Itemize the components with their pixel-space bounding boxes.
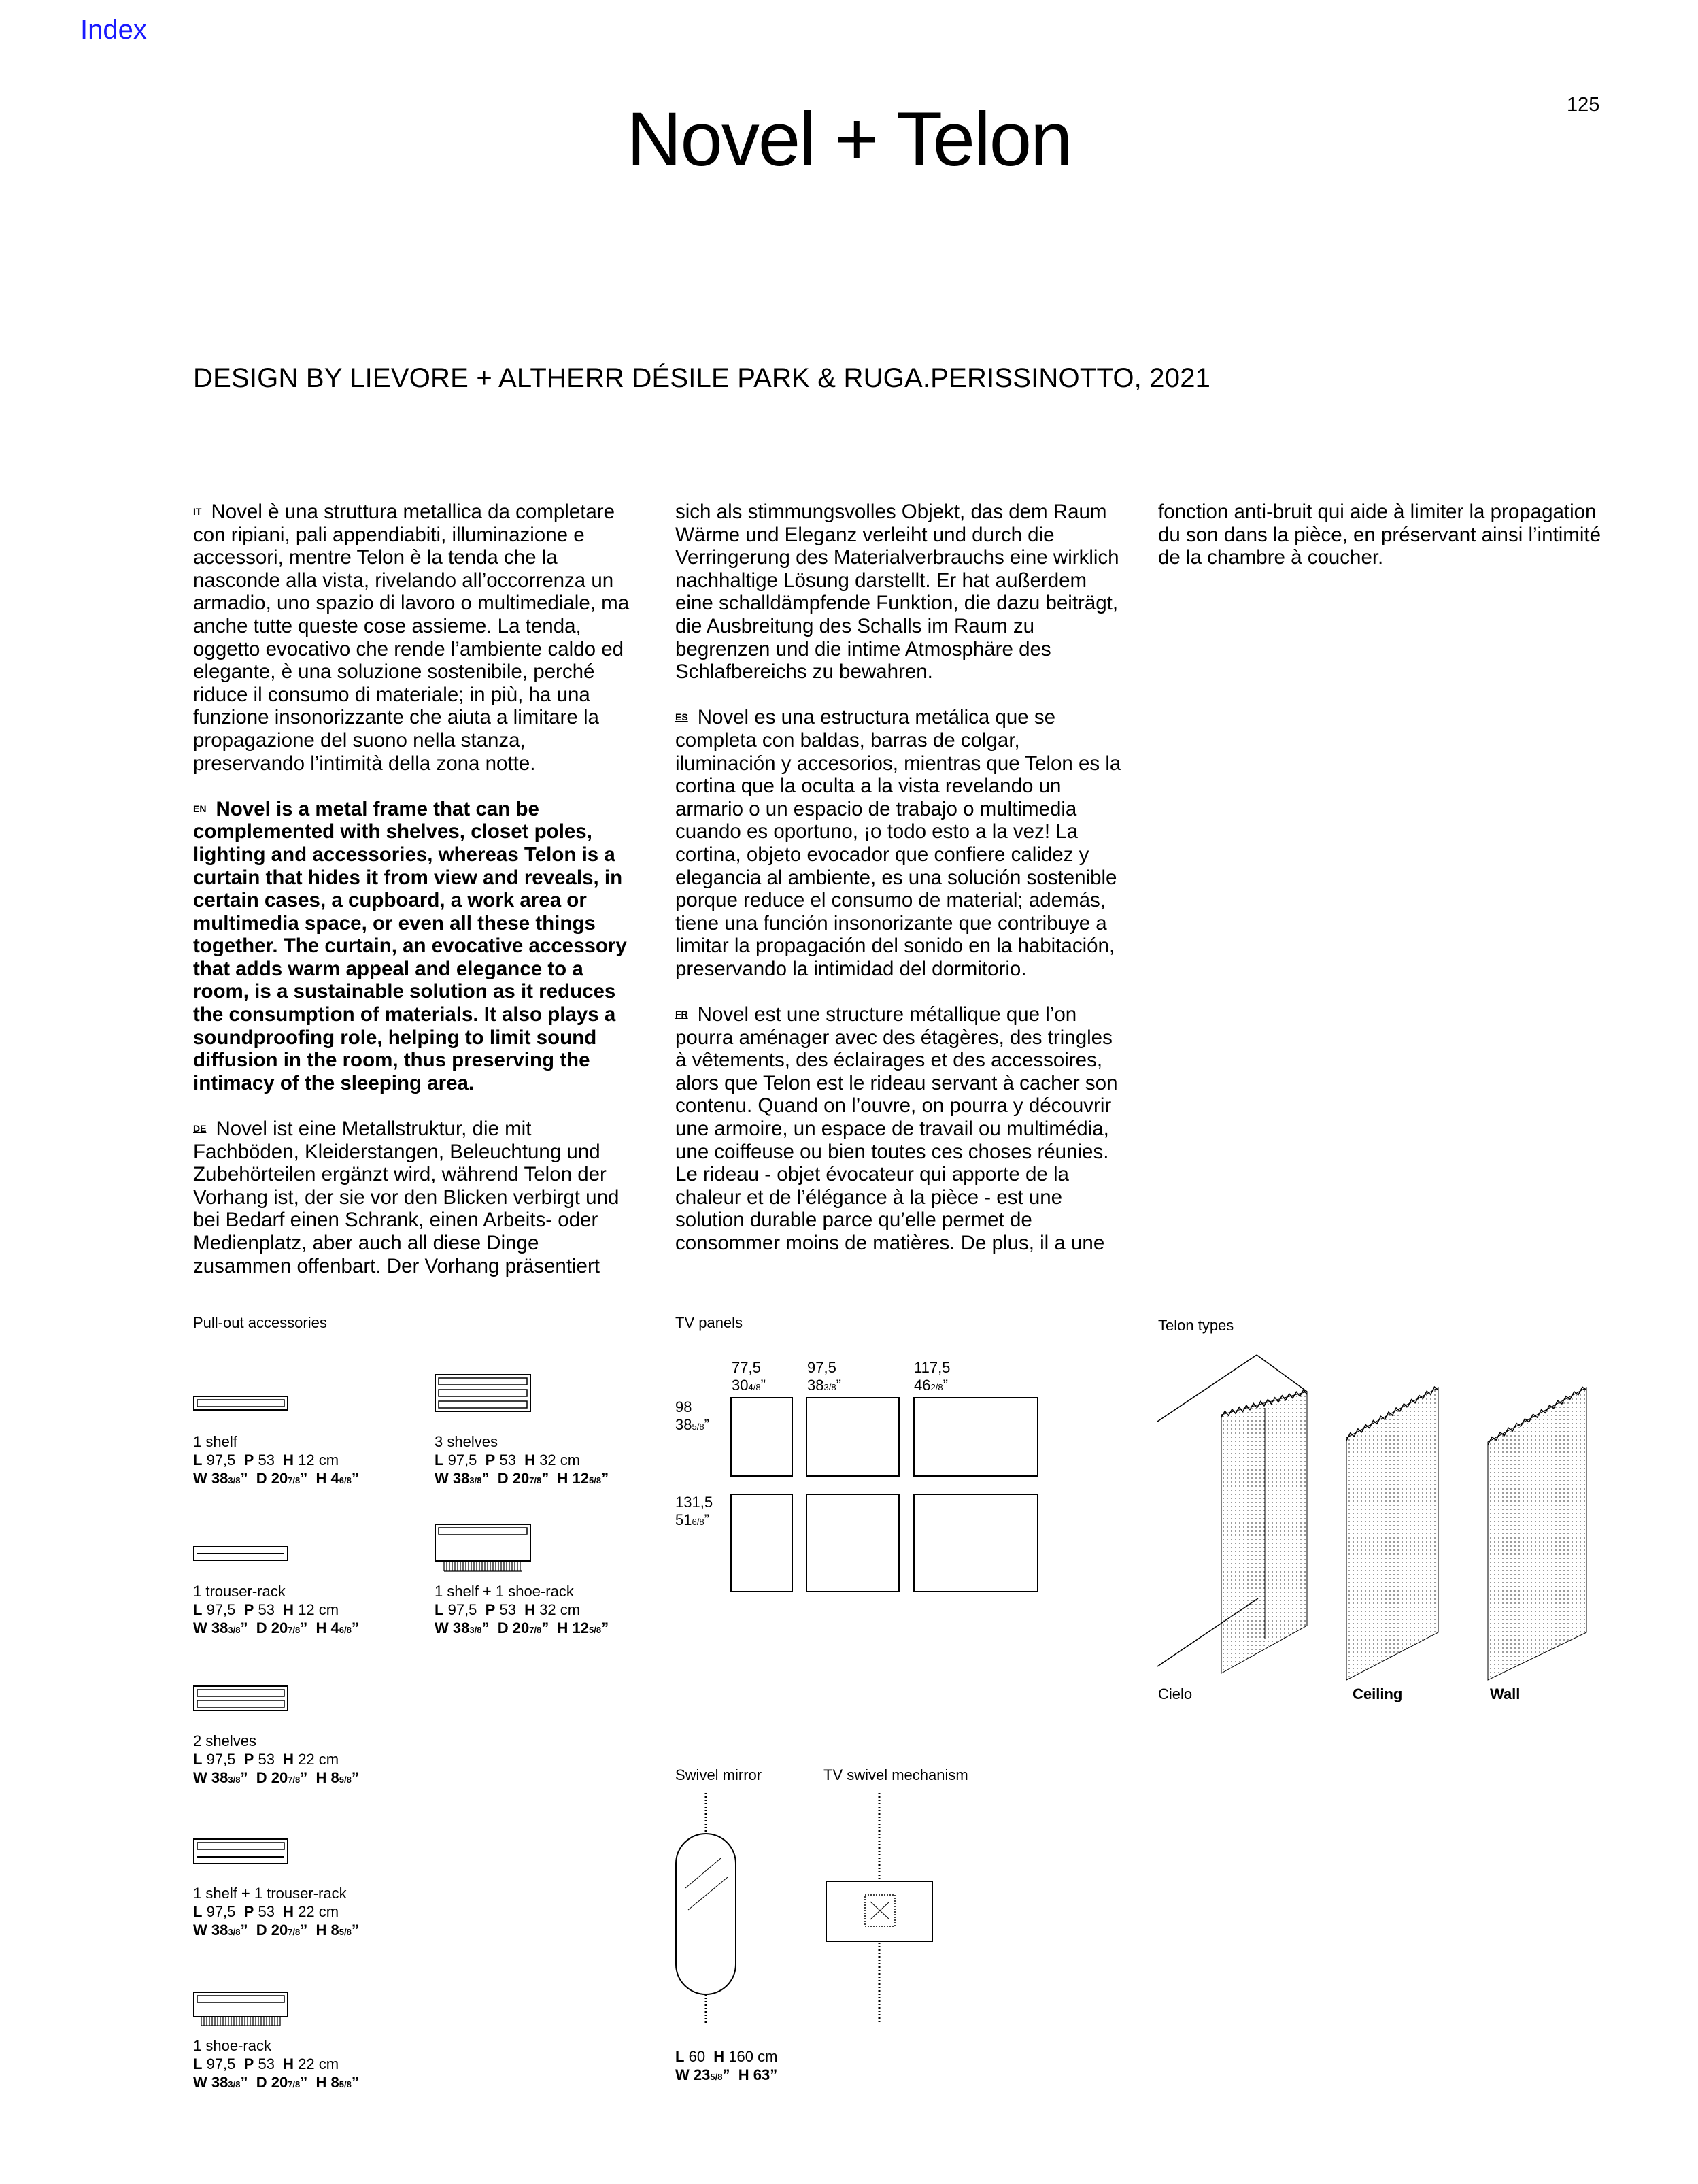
index-link[interactable]: Index xyxy=(80,15,147,45)
text-column-2 xyxy=(675,501,1124,1277)
tv-width-1: 77,5 304/8” xyxy=(732,1359,766,1394)
telon-cielo-drawing xyxy=(1156,1354,1312,1680)
telon-ceiling-drawing xyxy=(1343,1381,1445,1680)
lang-tag-it: IT xyxy=(193,506,202,517)
spec-one-shelf: 1 shelf L 97,5 P 53 H 12 cm W 383/8” D 207/8” H 46/8” xyxy=(193,1433,359,1487)
paragraph-en-text: Novel is a metal frame that can be complemented with shelves, closet poles, lighting and accessories, whereas Telon is a curtain that hides it from view and reveals, in certain cases, a cupboard, a work area or multimedia space, or even all these things together. The curtain, an evocative accessory that adds warm appeal and elegance to a room, is a sustainable solution as it reduces the consumption of materials. It also plays a soundproofing role, helping to limit sound diffusion in the room, thus preserving the intimacy of the sleeping area. xyxy=(193,797,627,1094)
lang-tag-fr: FR xyxy=(675,1009,688,1020)
telon-types-label: Telon types xyxy=(1158,1317,1234,1334)
tv-panels-grid xyxy=(730,1397,1040,1594)
design-credit: DESIGN BY LIEVORE + ALTHERR DÉSILE PARK & RUGA.PERISSINOTTO, 2021 xyxy=(193,363,1211,393)
text-column-1 xyxy=(193,501,642,1300)
text-column-3 xyxy=(1158,501,1607,592)
paragraph-fr xyxy=(675,1003,1124,1255)
paragraph-it xyxy=(193,501,642,775)
tv-swivel-drawing xyxy=(823,1793,936,2024)
shoe-rack-drawing xyxy=(193,1992,288,2027)
spec-name: 1 shelf + 1 shoe-rack xyxy=(435,1583,574,1600)
mirror-spec: L 60 H 160 cm W 235/8” H 63” xyxy=(675,2048,778,2083)
two-shelves-drawing xyxy=(193,1685,288,1711)
paragraph-fr-text-a: Novel est une structure métallique que l’on pourra aménager avec des étagères, des tringles à vêtements, des éclairages et des accessoires, alors que Telon est le rideau servant à cacher son contenu. Quand on l’ouvre, on pourra y découvrir une armoire, un espace de travail ou multimédia, une coiffeuse ou bien toutes ces choses réunies. Le rideau - objet évocateur qui apporte de la chaleur et de l’élégance à la pièce - est une solution durable parce qu’elle permet de consommer moins de matières. De plus, il a une xyxy=(675,1003,1118,1254)
telon-wall-drawing xyxy=(1484,1381,1593,1680)
paragraph-es-text: Novel es una estructura metálica que se completa con baldas, barras de colgar, iluminación y accesorios, mientras que Telon es la cortina que la oculta a la vista revelando un armario o un espacio de trabajo o multimedia cuando es oportuno, ¡o todo esto a la vez! La cortina, objeto evocador que confiere calidez y elegancia al ambiente, es una solución sostenible porque reduce el consumo de material; además, tiene una función insonorizante que contribuye a limitar la propagación del sonido en la habitación, preservando la intimidad del dormitorio. xyxy=(675,706,1121,980)
paragraph-en xyxy=(193,798,642,1095)
swivel-mirror-drawing xyxy=(673,1793,738,2024)
paragraph-fr-continued: fonction anti-bruit qui aide à limiter la propagation du son dans la pièce, en préservant ainsi l’intimité de la chambre à coucher. xyxy=(1158,501,1601,569)
tv-panels-label: TV panels xyxy=(675,1314,743,1331)
lang-tag-de: DE xyxy=(193,1123,207,1135)
spec-three-shelves: 3 shelves L 97,5 P 53 H 32 cm W 383/8” D 207/8” H 125/8” xyxy=(435,1433,609,1487)
shelf-shoe-rack-drawing xyxy=(435,1524,531,1573)
one-shelf-drawing xyxy=(193,1396,288,1411)
swivel-mirror-label: Swivel mirror xyxy=(675,1766,762,1783)
three-shelves-drawing xyxy=(435,1374,531,1412)
spec-shoe-rack: 1 shoe-rack L 97,5 P 53 H 22 cm W 383/8” D 207/8” H 85/8” xyxy=(193,2037,359,2091)
tv-height-2: 131,5 516/8” xyxy=(675,1494,713,1528)
paragraph-de xyxy=(193,1118,642,1277)
paragraph-de-continued: sich als stimmungsvolles Objekt, das dem Raum Wärme und Eleganz verleiht und durch die Verringerung des Materialverbrauchs eine wirklich nachhaltige Lösung darstellt. Er hat außerdem eine schalldämpfende Funktion, die dazu beiträgt, die Ausbreitung des Schalls im Raum zu begrenzen und die intime Atmosphäre des Schlafbereichs zu bewahren. xyxy=(675,501,1119,684)
pullout-section-label: Pull-out accessories xyxy=(193,1314,327,1331)
tv-width-2: 97,5 383/8” xyxy=(807,1359,841,1394)
page-title: Novel + Telon xyxy=(626,97,1072,182)
spec-name: 2 shelves xyxy=(193,1732,256,1749)
paragraph-es xyxy=(675,706,1124,980)
shelf-trouser-rack-drawing xyxy=(193,1838,288,1864)
tv-swivel-label: TV swivel mechanism xyxy=(823,1766,968,1783)
telon-type-cielo: Cielo xyxy=(1158,1685,1193,1702)
telon-type-wall: Wall xyxy=(1490,1685,1521,1702)
spec-two-shelves: 2 shelves L 97,5 P 53 H 22 cm W 383/8” D 207/8” H 85/8” xyxy=(193,1732,359,1786)
spec-name: 1 trouser-rack xyxy=(193,1583,286,1600)
lang-tag-es: ES xyxy=(675,711,688,723)
spec-shelf-trouser-rack: 1 shelf + 1 trouser-rack L 97,5 P 53 H 22 cm W 383/8” D 207/8” H 85/8” xyxy=(193,1885,359,1938)
lang-tag-en: EN xyxy=(193,803,207,814)
paragraph-de-text-a: Novel ist eine Metallstruktur, die mit Fachböden, Kleiderstangen, Beleuchtung und Zubehörteilen ergänzt wird, während Telon der Vorhang ist, der sie vor den Blicken verbirgt und bei Bedarf einen Schrank, einen Arbeits- oder Medienplatz, aber auch all diese Dinge zusammen offenbart. Der Vorhang präsentiert xyxy=(193,1118,619,1277)
telon-type-ceiling: Ceiling xyxy=(1353,1685,1403,1702)
spec-name: 3 shelves xyxy=(435,1433,498,1450)
trouser-rack-drawing xyxy=(193,1546,288,1561)
spec-name: 1 shelf xyxy=(193,1433,237,1450)
spec-trouser-rack: 1 trouser-rack L 97,5 P 53 H 12 cm W 383/8” D 207/8” H 46/8” xyxy=(193,1583,359,1636)
page-number: 125 xyxy=(1567,94,1600,116)
spec-name: 1 shoe-rack xyxy=(193,2037,271,2054)
paragraph-it-text: Novel è una struttura metallica da completare con ripiani, pali appendiabiti, illuminazione e accessori, mentre Telon è la tenda che la nasconde alla vista, rivelando all’occorrenza un armadio, uno spazio di lavoro o multimediale, ma anche tutte queste cose assieme. La tenda, oggetto evocativo che rende l’ambiente caldo ed elegante, è una soluzione sostenibile, perché riduce il consumo di materiale; in più, ha una funzione insonorizzante che aiuta a limitare la propagazione del suono nella stanza, preservando l’intimità della zona notte. xyxy=(193,501,630,775)
spec-name: 1 shelf + 1 trouser-rack xyxy=(193,1885,347,1902)
tv-width-3: 117,5 462/8” xyxy=(914,1359,951,1394)
spec-shelf-shoe-rack: 1 shelf + 1 shoe-rack L 97,5 P 53 H 32 cm W 383/8” D 207/8” H 125/8” xyxy=(435,1583,609,1636)
tv-height-1: 98 385/8” xyxy=(675,1398,709,1433)
